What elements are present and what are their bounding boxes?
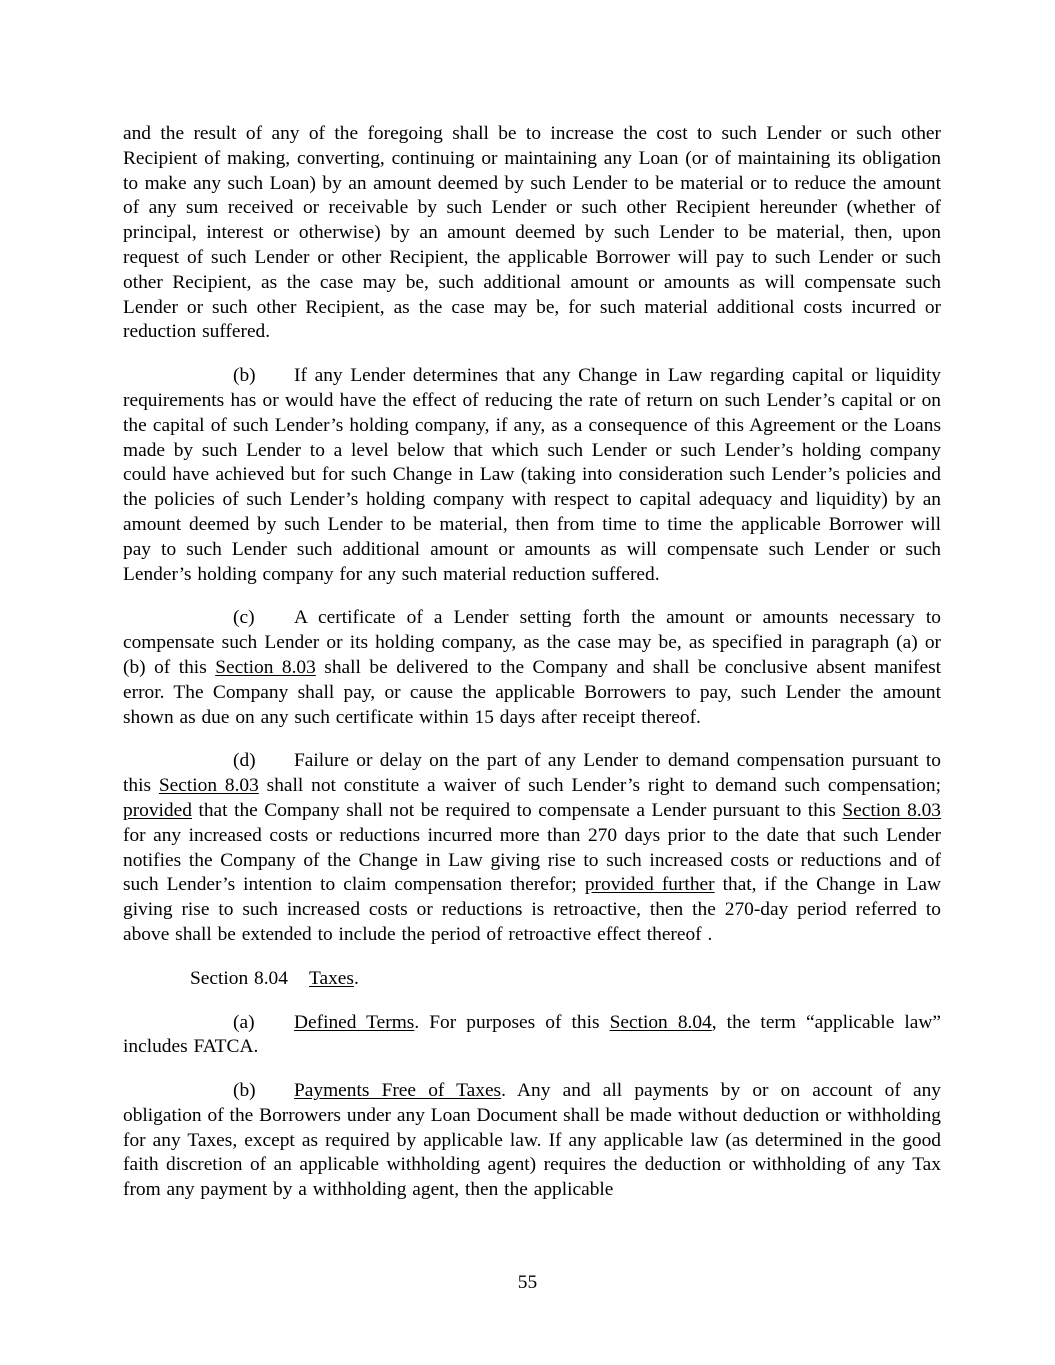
text-run: shall not constitute a waiver of such Lender’s right to demand such compensation;	[258, 775, 941, 797]
section-heading	[123, 967, 941, 992]
text-run: .	[353, 967, 359, 989]
paragraph-label: (c)	[233, 607, 255, 629]
underlined-text: Section 8.04	[609, 1011, 712, 1033]
underlined-text: Payments Free of Taxes	[294, 1080, 502, 1102]
text-run: for any increased costs or reductions incurred more than 270 days prior to the date that such Lender notifies the Company of the Change in Law giving rise to such increased costs or reductions and of such Lender’s intention to claim compensation therefor;	[123, 824, 941, 896]
paragraph	[123, 364, 941, 587]
paragraph-label: (a)	[233, 1011, 255, 1033]
underlined-text: Taxes	[309, 967, 354, 989]
text-run: A certificate of a Lender setting forth the amount or amounts necessary to compensate such Lender or its holding company, as the case may be, as specified in paragraph (a) or (b) of this	[123, 607, 941, 678]
paragraph-label: (b)	[233, 365, 256, 387]
paragraph-label: (d)	[233, 750, 256, 772]
page-number: 55	[517, 1272, 538, 1293]
text-run: If any Lender determines that any Change in Law regarding capital or liquidity requirements has or would have the effect of reducing the rate of return on such Lender’s capital or on the capital of such Lender’s holding company, if any, as a consequence of this Agreement or the Loans made by such Lender to a level below that which such Lender or such Lender’s holding company could have achieved but for such Change in Law (taking into consideration such Lender’s policies and the policies of such Lender’s holding company with respect to capital adequacy and liquidity) by an amount deemed by such Lender to be material, then from time to time the applicable Borrower will pay to such Lender such additional amount or amounts as will compensate such Lender or such Lender’s holding company for any such material reduction suffered.	[123, 365, 941, 585]
document-body	[123, 122, 941, 1203]
text-run: , the term “applicable law” includes FATCA.	[123, 1011, 941, 1058]
underlined-text: Defined Terms	[294, 1011, 415, 1033]
paragraph	[123, 749, 941, 947]
text-run: . For purposes of this	[414, 1011, 610, 1033]
paragraph	[123, 606, 941, 730]
text-run: . Any and all payments by or on account of any obligation of the Borrowers under any Loan Document shall be made without deduction or withholding for any Taxes, except as required by applicable law. If any applicable law (as determined in the good faith discretion of an applicable withholding agent) requires the deduction or withholding of any Tax from any payment by a withholding agent, then the applicable	[123, 1080, 941, 1201]
underlined-text: Section 8.03	[215, 656, 316, 678]
underlined-text: Section 8.03	[842, 799, 942, 821]
text-run: that the Company shall not be required to compensate a Lender pursuant to this	[191, 799, 843, 821]
underlined-text: provided further	[584, 874, 715, 896]
text-run: Failure or delay on the part of any Lender to demand compensation pursuant to this	[123, 750, 941, 797]
paragraph	[123, 1079, 941, 1203]
text-run: shall be delivered to the Company and shall be conclusive absent manifest error. The Company shall pay, or cause the applicable Borrowers to pay, such Lender the amount shown as due on any such certificate within 15 days after receipt thereof.	[123, 656, 942, 728]
paragraph-label: (b)	[233, 1080, 256, 1102]
text-run: and the result of any of the foregoing shall be to increase the cost to such Lender or such other Recipient of making, converting, continuing or maintaining any Loan (or of maintaining its obligation to make any such Loan) by an amount deemed by such Lender to be material or to reduce the amount of any sum received or receivable by such Lender or such other Recipient hereunder (whether of principal, interest or otherwise) by an amount deemed by such Lender to be material, then, upon request of such Lender or other Recipient, the applicable Borrower will pay to such Lender or such other Recipient, as the case may be, such additional amount or amounts as will compensate such Lender or such other Recipient, as the case may be, for such material additional costs incurred or reduction suffered.	[123, 123, 941, 343]
underlined-text: Section 8.03	[158, 775, 259, 797]
text-run: that, if the Change in Law giving rise to such increased costs or reductions is retroactive, then the 270-day period referred to above shall be extended to include the period of retroactive effect thereof .	[123, 874, 941, 945]
paragraph	[123, 122, 941, 345]
paragraph-label: Section 8.04	[190, 967, 288, 989]
paragraph	[123, 1011, 941, 1061]
underlined-text: provided	[123, 799, 192, 821]
